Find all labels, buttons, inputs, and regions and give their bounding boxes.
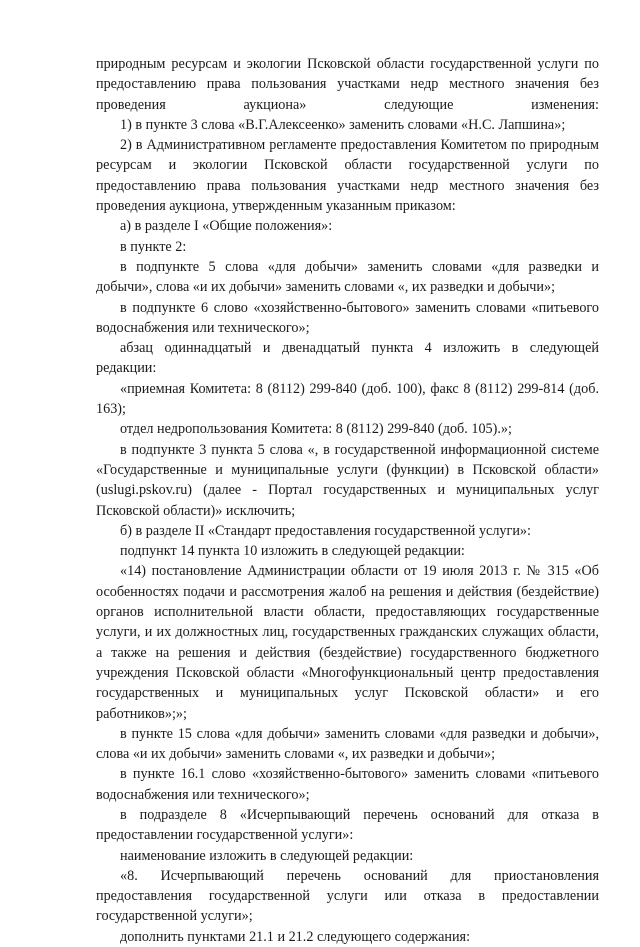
paragraph-point-2: в пункте 2: <box>120 238 187 255</box>
paragraph-intro: природным ресурсам и экологии Псковской области государственной услуги по предоставлению права пользования участками недр местного значения без проведения аукциона» следующие изменения: <box>96 56 599 113</box>
paragraph-point-16-1: в пункте 16.1 слово «хозяйственно-бытового» заменить словами «питьевого водоснабжения или технического»; <box>96 766 599 803</box>
paragraph-point-4: абзац одиннадцатый и двенадцатый пункта 4 изложить в следующей редакции: <box>96 340 599 377</box>
paragraph-subsoil-phone: отдел недропользования Комитета: 8 (8112) 299-840 (доб. 105).»; <box>120 421 512 438</box>
document-page <box>96 54 599 947</box>
paragraph-subpoint-5: в подпункте 5 слова «для добычи» заменить словами «для разведки и добычи», слова «и их добычи» заменить словами «, их разведки и добычи»; <box>96 258 599 296</box>
paragraph-subpoint-6: в подпункте 6 слово «хозяйственно-бытового» заменить словами «питьевого водоснабжения или технического»; <box>96 299 599 336</box>
paragraph-subsection-8: в подразделе 8 «Исчерпывающий перечень оснований для отказа в предоставлении государственной услуги»: <box>96 806 599 844</box>
paragraph-item-2: 2) в Административном регламенте предоставления Комитетом по природным ресурсам и экологии Псковской области государственной услуги по предоставлению права пользования участками недр местного значения без проведения аукциона, утвержденным указанным приказом: <box>96 137 599 215</box>
paragraph-new-title-8: «8. Исчерпывающий перечень оснований для приостановления предоставления государственной услуги или отказа в предоставлении государственной услуги»; <box>96 867 599 925</box>
paragraph-add-points: дополнить пунктами 21.1 и 21.2 следующего содержания: <box>120 928 471 945</box>
paragraph-name-change: наименование изложить в следующей редакции: <box>120 847 414 864</box>
paragraph-decree-315: «14) постановление Администрации области от 19 июля 2013 г. № 315 «Об особенностях подачи и рассмотрения жалоб на решения и действия (бездействие) органов исполнительной власти области, предоставляющих государственные услуги, и их должностных лиц, государственных гражданских служащих области, а также на решения и действия (бездействие) государственного бюджетного учреждения Псковской области «Многофункциональный центр предоставления государственных и муниципальных услуг Псковской области» и его работников»;»; <box>96 563 599 722</box>
paragraph-point-15: в пункте 15 слова «для добычи» заменить словами «для разведки и добычи», слова «и их добычи» заменить словами «, их разведки и добычи»; <box>96 725 599 763</box>
paragraph-section-a: а) в разделе I «Общие положения»: <box>120 218 333 235</box>
paragraph-item-1: 1) в пункте 3 слова «В.Г.Алексеенко» заменить словами «Н.С. Лапшина»; <box>120 116 566 133</box>
paragraph-point-10: подпункт 14 пункта 10 изложить в следующей редакции: <box>120 543 465 560</box>
paragraph-section-b: б) в разделе II «Стандарт предоставления государственной услуги»: <box>120 522 531 539</box>
paragraph-reception-phone: «приемная Комитета: 8 (8112) 299-840 (доб. 100), факс 8 (8112) 299-814 (доб. 163); <box>96 380 599 418</box>
paragraph-point-5: в подпункте 3 пункта 5 слова «, в государственной информационной системе «Государственные и муниципальные услуги (функции) в Псковской области» (uslugi.pskov.ru) (далее - Портал государственных и муниципальных услуг Псковской области)» исключить; <box>96 441 599 519</box>
